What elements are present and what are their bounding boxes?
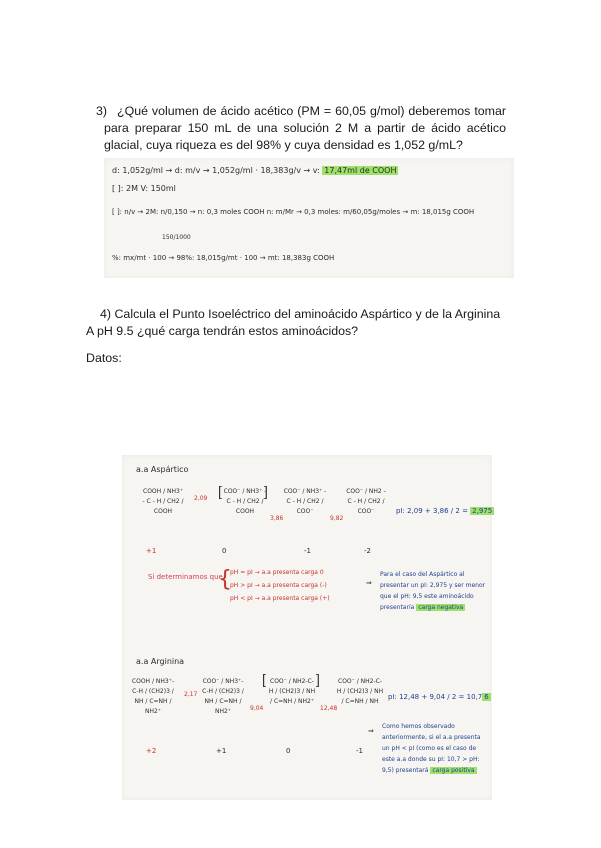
- question-4: [86, 306, 506, 340]
- aspartic-charge-3: -1: [304, 547, 311, 555]
- hw-fraction: 150/1000: [162, 234, 191, 241]
- rules-intro: Si determinamos que: [148, 573, 223, 581]
- arginine-charge-3: 0: [286, 747, 291, 755]
- aspartic-pi: pI: 2,09 + 3,86 / 2 = 2,975: [396, 507, 493, 515]
- arginine-pk3: 12,48: [320, 705, 338, 712]
- implies-arrow-2: ⇒: [368, 727, 374, 735]
- datos-label: Datos:: [86, 351, 122, 365]
- arginine-charge-2: +1: [216, 747, 227, 755]
- arginine-structure-3: COO⁻ / NH2-C-H / (CH2)3 / NH / C=NH / NH2⁺: [268, 678, 316, 705]
- question-4-number: 4): [100, 307, 112, 321]
- arginine-structure-4: COO⁻ / NH2-C-H / (CH2)3 / NH / C=NH / NH: [336, 678, 384, 705]
- rule-3: pH < pI → a.a presenta carga (+): [230, 595, 330, 602]
- question-3-number: 3): [96, 104, 108, 118]
- aspartic-structure-2: COO⁻ / NH3⁺ - C - H / CH2 / COOH: [223, 488, 267, 515]
- arginine-charge-4: -1: [356, 747, 363, 755]
- bracket-close: ]: [264, 483, 268, 499]
- arginine-structure-2: COO⁻ / NH3⁺-C-H / (CH2)3 / NH / C=NH / NH2⁺: [202, 678, 244, 715]
- bracket-open-2: [: [262, 671, 266, 687]
- question-3: [96, 103, 506, 154]
- hw-line-density: d: 1,052g/ml → d: m/v → 1,052g/ml · 18,383g/v → v: 17,47ml de COOH: [112, 166, 397, 175]
- arginine-title: a.a Arginina: [136, 657, 185, 666]
- rule-2: pH > pI → a.a presenta carga (-): [230, 582, 327, 589]
- aspartic-structure-3: COO⁻ / NH3⁺ - C - H / CH2 / COO⁻: [283, 488, 327, 515]
- aspartic-pk3: 9,82: [330, 515, 344, 522]
- aspartic-charge-2: 0: [222, 547, 227, 555]
- aspartic-title: a.a Aspártico: [136, 465, 189, 474]
- arginine-charge-1: +2: [146, 747, 157, 755]
- aspartic-charge-1: +1: [146, 547, 157, 555]
- aspartic-structure-4: COO⁻ / NH2 - C - H / CH2 / COO⁻: [346, 488, 386, 515]
- aspartic-structure-1: COOH / NH3⁺ - C - H / CH2 / COOH: [142, 488, 184, 515]
- aspartic-pk1: 2,09: [194, 495, 208, 502]
- arginine-pk1: 2,17: [184, 691, 198, 698]
- handwritten-solution-photo-1: [104, 158, 514, 278]
- rule-1: pH = pI → a.a presenta carga 0: [230, 569, 324, 576]
- hw-line-data: [ ]: 2M V: 150ml: [112, 184, 176, 193]
- question-4-text: Calcula el Punto Isoeléctrico del aminoácido Aspártico y de la Arginina A pH 9.5 ¿qué carga tendrán estos aminoácidos?: [86, 307, 501, 338]
- aspartic-charge-4: -2: [364, 547, 371, 555]
- hw-line-moles: [ ]: n/v → 2M: n/0,150 → n: 0,3 moles COOH n: m/Mr → 0,3 moles: m/60,05g/moles → m: 18,015g COOH: [112, 208, 475, 216]
- aspartic-note: Para el caso del Aspártico al presentar un pI: 2,975 y ser menor que el pH: 9,5 este aminoácido presentaría carga negativa: [380, 571, 486, 611]
- arginine-pk2: 9,04: [250, 705, 264, 712]
- rules-brace: {: [218, 567, 232, 592]
- question-3-text: ¿Qué volumen de ácido acético (PM = 60,05 g/mol) deberemos tomar para preparar 150 mL de una solución 2 M a partir de ácido acético glacial, cuya riqueza es del 98% y cuya densidad es 1,052 g/mL?: [104, 104, 506, 152]
- arginine-pi: pI: 12,48 + 9,04 / 2 = 10,7 6: [388, 693, 489, 701]
- aspartic-pk2: 3,86: [270, 515, 284, 522]
- implies-arrow: ⇒: [366, 579, 372, 587]
- handwritten-solution-photo-2: [122, 455, 492, 800]
- bracket-open: [: [218, 483, 222, 499]
- hw-line-percent: %: mx/mt · 100 → 98%: 18,015g/mt · 100 → mt: 18,383g COOH: [112, 254, 335, 262]
- bracket-close-2: ]: [316, 671, 320, 687]
- arginine-structure-1: COOH / NH3⁺-C-H / (CH2)3 / NH / C=NH / NH2⁺: [131, 678, 175, 715]
- arginine-note: Como hemos observado anteriormente, si el a.a presenta un pH < pI (como es el caso de este a.a donde su pI: 10,7 > pH: 9,5) presentará carga positiva: [382, 723, 481, 774]
